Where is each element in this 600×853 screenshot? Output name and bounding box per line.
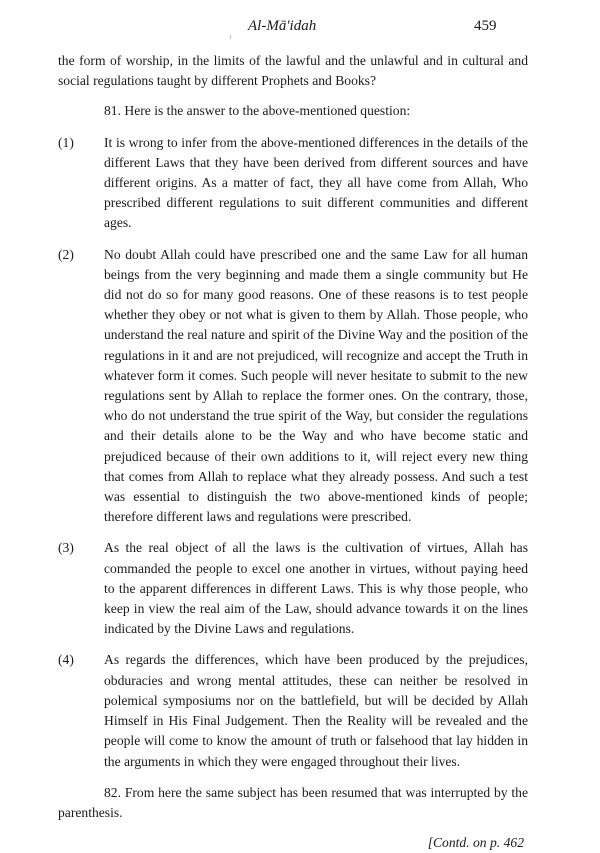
- note-82: 82. From here the same subject has been resumed that was interrupted by the parenthesis.: [58, 784, 528, 820]
- point-number: (3): [58, 540, 74, 556]
- note-81-intro: 81. Here is the answer to the above-mentioned question:: [104, 103, 411, 119]
- point-number: (4): [58, 652, 74, 668]
- print-speck: ʲ: [230, 33, 232, 42]
- numbered-point: [58, 538, 528, 639]
- running-title: Al-Mā'idah: [248, 18, 317, 34]
- numbered-point: [58, 650, 528, 771]
- continuation-note: [Contd. on p. 462: [427, 835, 524, 851]
- running-head: [0, 16, 600, 40]
- continued-paragraph: the form of worship, in the limits of the lawful and the unlawful and in cultural and social regulations taught by different Prophets and Books?: [58, 53, 528, 89]
- numbered-point: [58, 245, 528, 528]
- page-number: 459: [474, 18, 497, 34]
- point-number: (2): [58, 246, 74, 262]
- point-text: It is wrong to infer from the above-mentioned differences in the details of the different Laws that they have been derived from different sources and have different origins. As a matter of fact, they all have come from Allah, Who prescribed different regulations to suit different communities and different ages.: [104, 134, 528, 231]
- point-number: (1): [58, 134, 74, 150]
- numbered-point: [58, 133, 528, 234]
- point-text: No doubt Allah could have prescribed one and the same Law for all human beings from the very beginning and made them a single community but He did not do so for many good reasons. One of these reasons is to test people whether they obey or not what is given to them by Allah. Those people, who understand the real nature and spirit of the Divine Way and the position of the regulations in it and are not prejudiced, will recognize and accept the Truth in whatever form it comes. Such people will never hesitate to submit to the new regulations sent by Allah to replace the former ones. On the contrary, those, who do not understand the true spirit of the Way, but consider the regulations and their details alone to be the Way and who have become static and prejudiced because of their own additions to it, will reject every new thing that comes from Allah to replace what they already possess. And such a test was essential to distinguish the two above-mentioned kinds of people; therefore different laws and regulations were prescribed.: [104, 246, 528, 525]
- point-text: As the real object of all the laws is the cultivation of virtues, Allah has commanded the people to excel one another in virtues, without paying heed to the apparent differences in different Laws. This is why those people, who keep in view the real aim of the Law, should advance towards it on the lines indicated by the Divine Laws and regulations.: [104, 540, 528, 637]
- page-body: [58, 51, 528, 853]
- point-text: As regards the differences, which have been produced by the prejudices, obduracies and wrong mental attitudes, these can neither be resolved in polemical symposiums nor on the battlefield, but will be decided by Allah Himself in His Final Judgement. Then the Reality will be revealed and the people will come to know the amount of truth or falsehood that lay hidden in the arguments in which they were engaged throughout their lives.: [104, 652, 528, 769]
